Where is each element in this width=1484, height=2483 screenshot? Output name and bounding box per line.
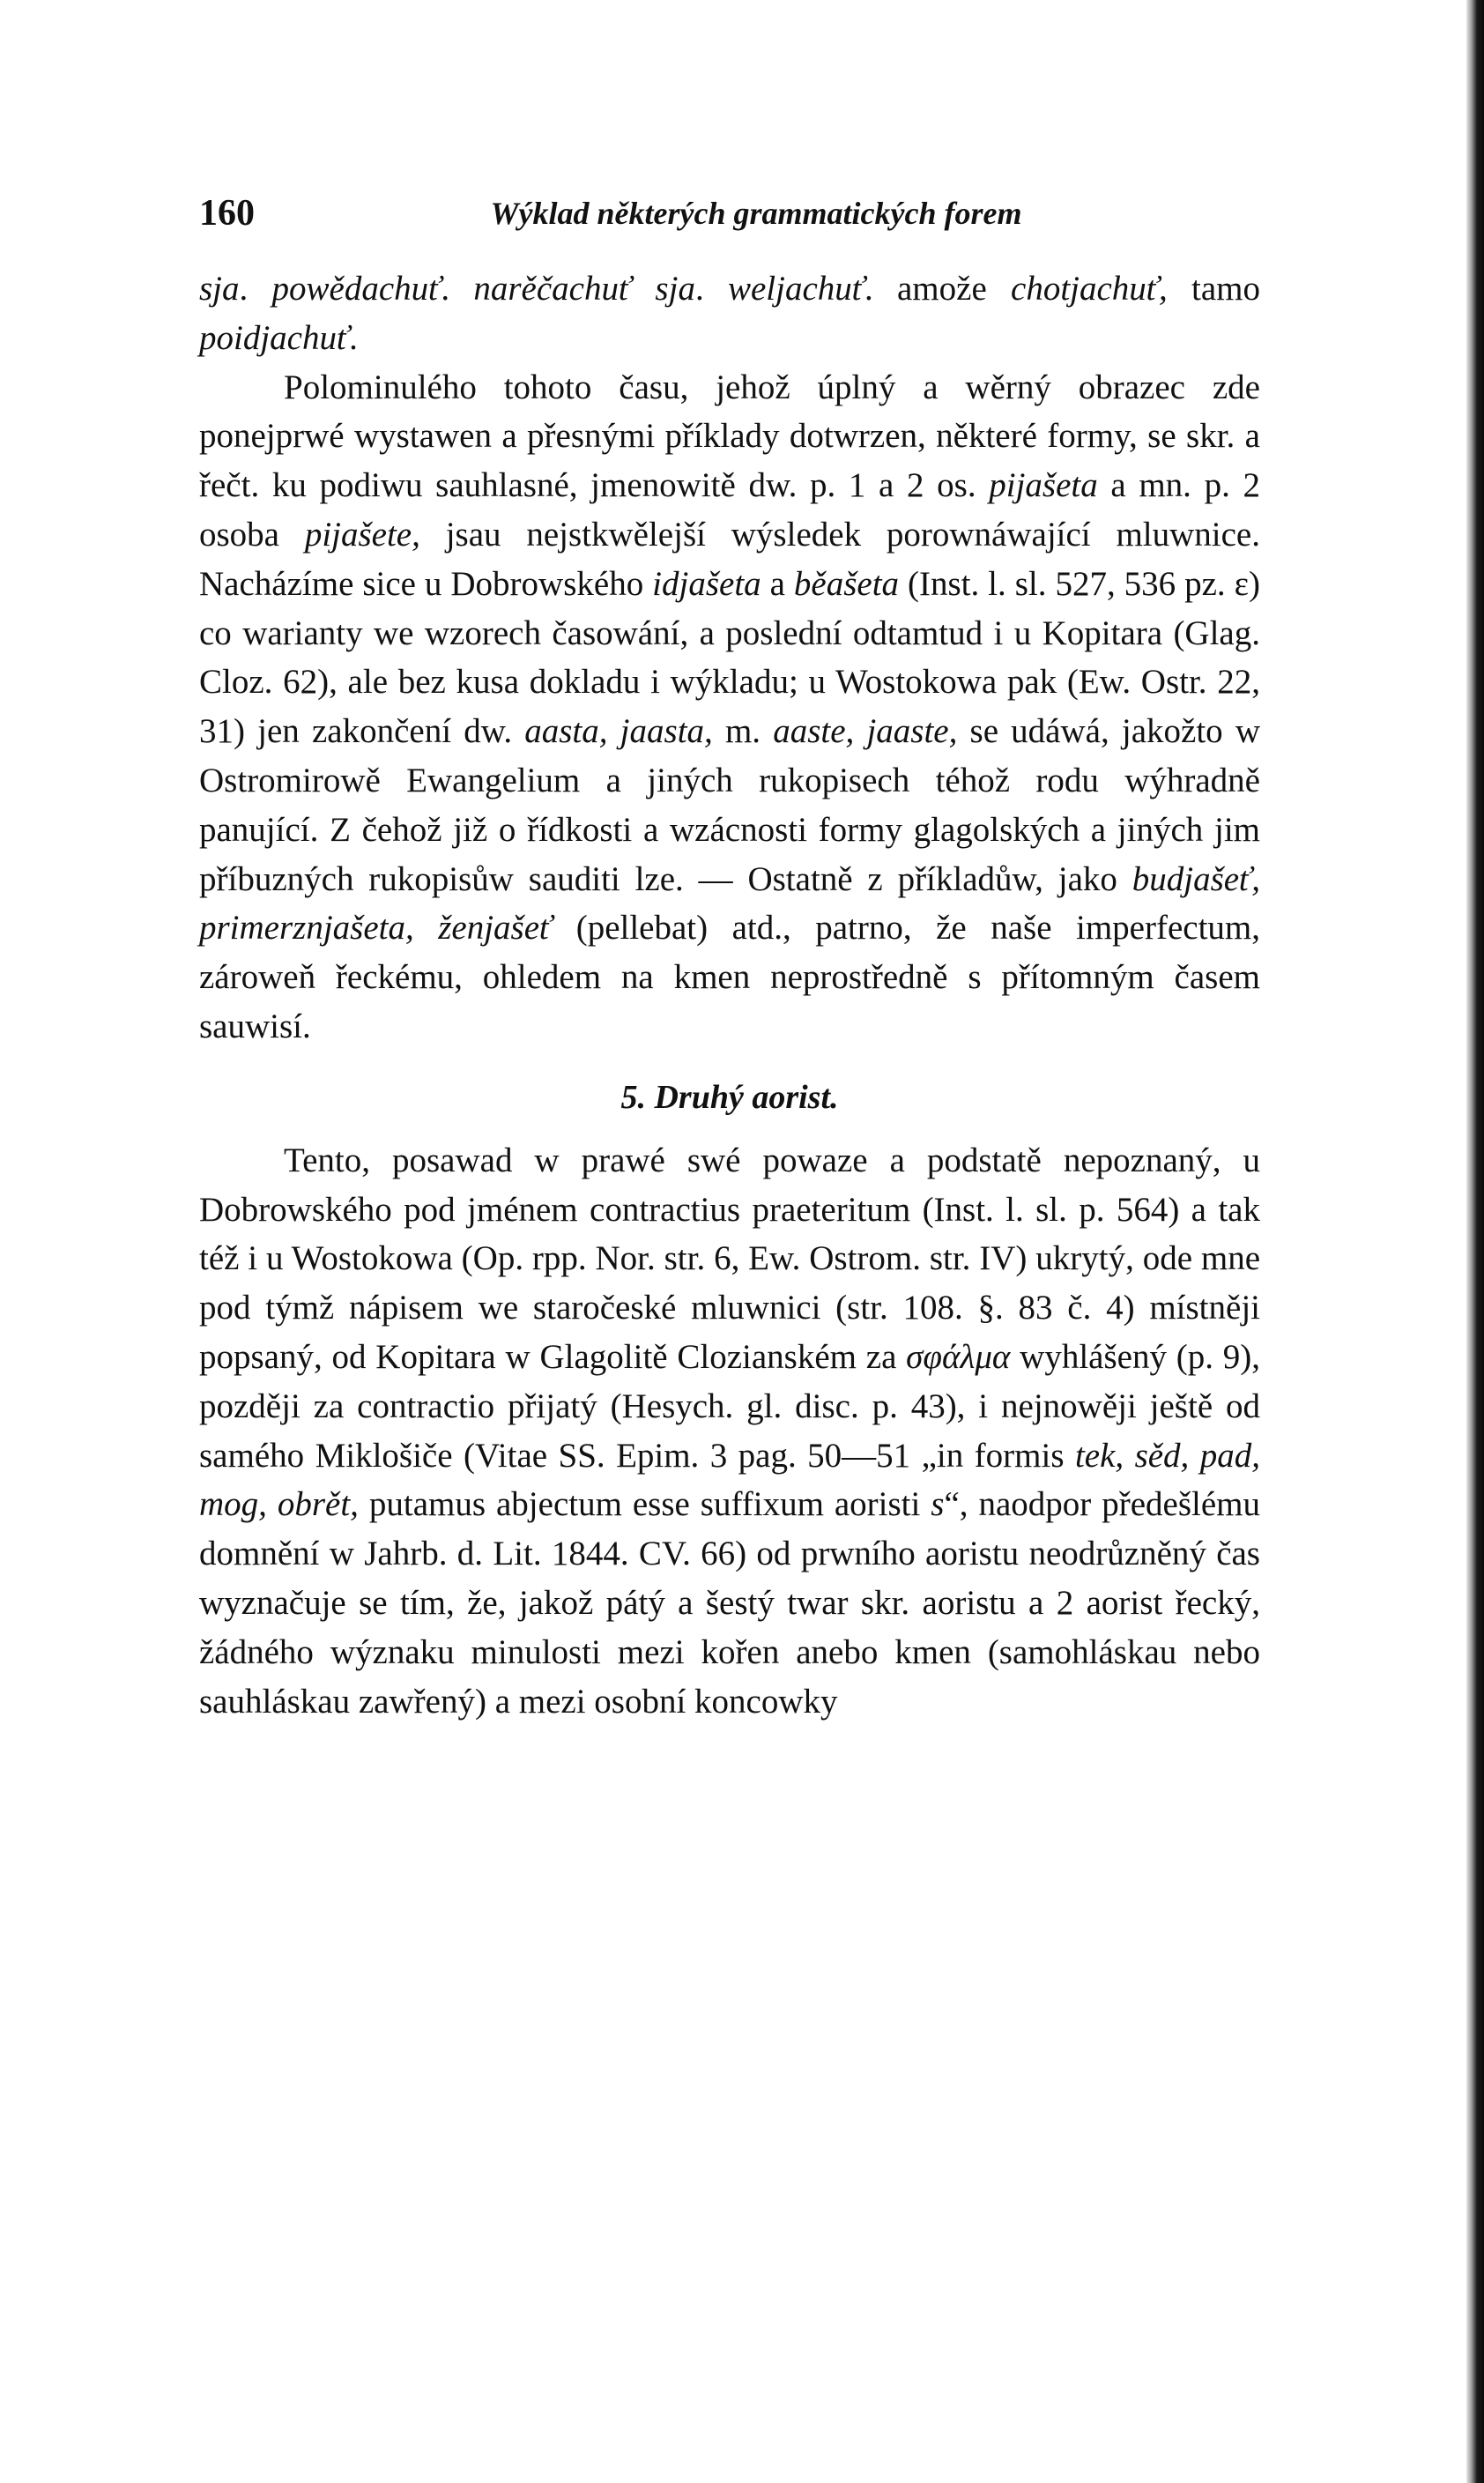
section-title: Druhý aorist. xyxy=(654,1078,839,1116)
paragraph-aorist: Tento, posawad w prawé swé powaze a podstatě nepoznaný, u Dobrowského pod jménem contractius praeteritum (Inst. l. sl. p. 564) a tak též i u Wostokowa (Op. rpp. Nor. str. 6, Ew. Ostrom. str. IV) ukrytý, ode mne pod týmž nápisem we staročeské mluwnici (str. 108. §. 83 č. 4) místněji popsaný, od Kopitara w Glagolitě Clozianském za σφάλμα wyhlášený (p. 9), později za contractio přijatý (Hesych. gl. disc. p. 43), i nejnowěji ještě od samého Miklošiče (Vitae SS. Epim. 3 pag. 50—51 „in formis tek, sěd, pad, mog, obrět, putamus abjectum esse suffixum aoristi s“, naodpor předešlému domnění w Jahrb. d. Lit. 1844. CV. 66) od prwního aoristu neodrůzněný čas wyznačuje se tím, že, jakož pátý a šestý twar skr. aoristu a 2 aorist řecký, žádného wýznaku minulosti mezi kořen anebo kmen (samohláskau nebo sauhláskau zawřený) a mezi osobní koncowky xyxy=(199,1141,1260,1721)
italic-word: sja xyxy=(199,270,240,308)
italic-word: weljachuť xyxy=(727,270,864,308)
italic-word: poidjachuť xyxy=(199,318,350,357)
italic-word: powědachuť xyxy=(271,270,441,308)
paragraph-imperfect: Polominulého tohoto času, jehož úplný a wěrný obrazec zde ponejprwé wystawen a přesnými příklady dotwrzen, některé formy, se skr. a řečt. ku podiwu sauhlasné, jmenowitě dw. p. 1 a 2 os. pijašeta a mn. p. 2 osoba pijašete, jsau nejstkwělejší wýsledek porownáwající mluwnice. Nacházíme sice u Dobrowského idjašeta a běašeta (Inst. l. sl. 527, 536 pz. ε) co warianty we wzorech časowání, a poslední odtamtud i u Kopitara (Glag. Cloz. 62), ale bez kusa dokladu i wýkladu; u Wostokowa pak (Ew. Ostr. 22, 31) jen zakončení dw. aasta, jaasta, m. aaste, jaaste, se udáwá, jakožto w Ostromirowě Ewangelium a jiných rukopisech téhož rodu wýhradně panující. Z čehož již o řídkosti a wzácnosti formy glagolských a jiných jim příbuzných rukopisůw sauditi lze. — Ostatně z příkladůw, jako budjašeť, primerznjašeta, ženjašeť (pellebat) atd., patrno, že naše imperfectum, zároweň řeckému, ohledem na kmen neprostředně s přítomným časem sauwisí. xyxy=(199,368,1260,1045)
italic-word: budjašeť, primerznjašeta, ženjašeť xyxy=(199,859,1260,948)
italic-word: idjašeta xyxy=(652,564,761,603)
greek-word: σφάλμα xyxy=(906,1337,1011,1376)
italic-word: chotjachuť, xyxy=(1011,270,1168,308)
page-header xyxy=(199,187,1260,240)
italic-word: běašeta xyxy=(793,564,900,603)
italic-word: s xyxy=(931,1485,945,1524)
page-edge-shadow xyxy=(1466,0,1484,2483)
section-heading xyxy=(199,1071,1260,1124)
italic-word: aasta, jaasta, xyxy=(524,712,713,751)
italic-word: aaste, jaaste, xyxy=(773,712,958,751)
running-title: Wýklad některých grammatických forem xyxy=(490,196,1022,231)
body-text xyxy=(199,264,1260,1726)
section-number: 5. xyxy=(620,1078,646,1116)
italic-word: tek, sěd, pad, mog, obrět, xyxy=(199,1436,1260,1524)
italic-word: pijašeta xyxy=(989,466,1098,505)
italic-word: narěčachuť sja xyxy=(473,270,695,308)
italic-word: pijašete, xyxy=(304,515,420,554)
paragraph-continuation: sja. powědachuť. narěčachuť sja. weljachuť. amože chotjachuť, tamo poidjachuť. xyxy=(199,270,1260,357)
page-number: 160 xyxy=(199,193,255,234)
